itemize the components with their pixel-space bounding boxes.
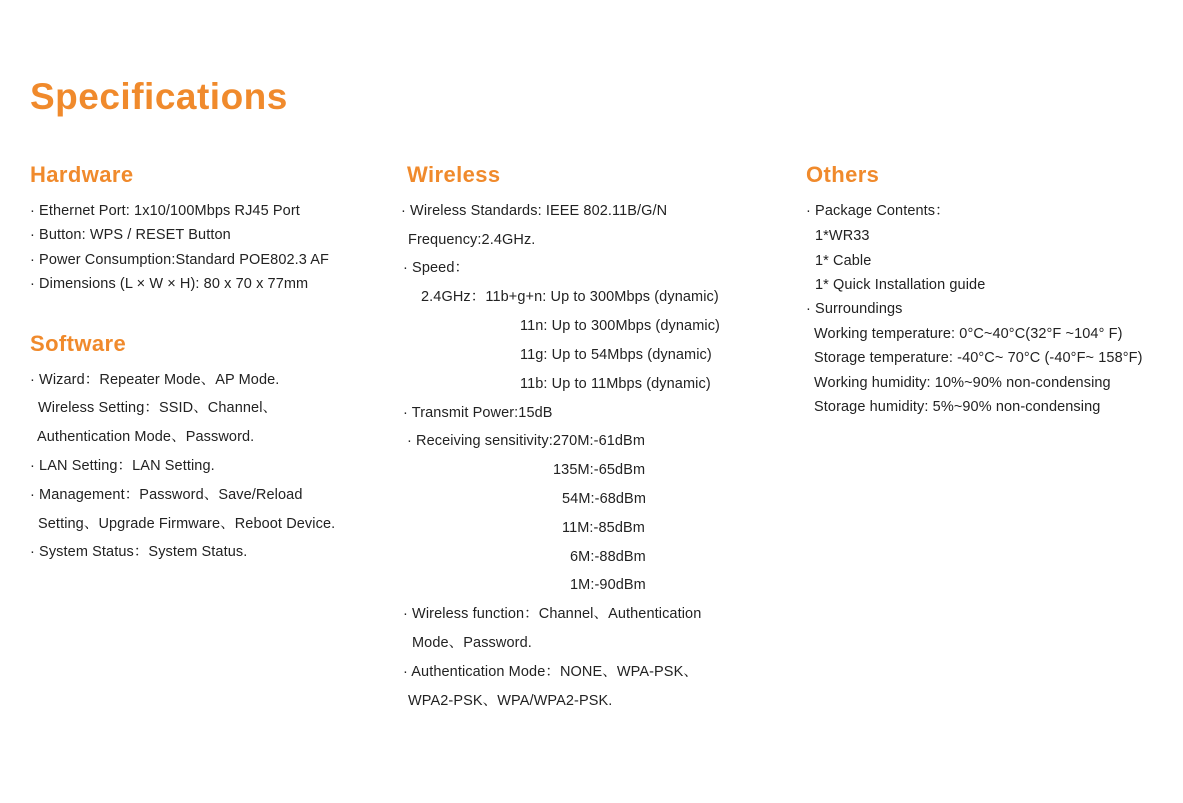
wireless-line: · Speed： <box>403 260 470 276</box>
software-line: · LAN Setting：LAN Setting. <box>30 458 215 474</box>
wireless-line: 11n: Up to 300Mbps (dynamic) <box>520 318 720 334</box>
wireless-line: · Transmit Power:15dB <box>403 405 553 421</box>
others-line: Working temperature: 0°C~40°C(32°F ~104° F) <box>814 326 1123 342</box>
software-heading: Software <box>30 331 127 356</box>
wireless-line: · Authentication Mode：NONE、WPA-PSK、 <box>403 664 698 680</box>
wireless-line: 11b: Up to 11Mbps (dynamic) <box>520 376 711 392</box>
hardware-line: · Button: WPS / RESET Button <box>30 227 231 243</box>
others-line: 1* Quick Installation guide <box>815 277 986 293</box>
wireless-line: 11g: Up to 54Mbps (dynamic) <box>520 347 712 363</box>
software-line: · System Status：System Status. <box>30 544 248 560</box>
hardware-line: · Ethernet Port: 1x10/100Mbps RJ45 Port <box>30 203 300 219</box>
wireless-line: · Wireless Standards: IEEE 802.11B/G/N <box>401 203 668 219</box>
others-line: Storage temperature: -40°C~ 70°C (-40°F~ 158°F) <box>814 350 1143 366</box>
software-line: · Wizard：Repeater Mode、AP Mode. <box>30 372 280 388</box>
wireless-line: 1M:-90dBm <box>570 577 646 593</box>
wireless-line: Mode、Password. <box>412 635 532 651</box>
wireless-line: 2.4GHz：11b+g+n: Up to 300Mbps (dynamic) <box>421 289 719 305</box>
others-heading: Others <box>806 162 880 187</box>
others-line: Storage humidity: 5%~90% non-condensing <box>814 399 1101 415</box>
others-line: 1* Cable <box>815 253 872 269</box>
wireless-line: 135M:-65dBm <box>553 462 646 478</box>
wireless-line: Frequency:2.4GHz. <box>408 232 536 248</box>
wireless-line: WPA2-PSK、WPA/WPA2-PSK. <box>408 693 613 709</box>
others-line: Working humidity: 10%~90% non-condensing <box>814 375 1111 391</box>
others-line: 1*WR33 <box>815 228 870 244</box>
hardware-heading: Hardware <box>30 162 134 187</box>
others-line: · Package Contents： <box>806 203 950 219</box>
wireless-line: 6M:-88dBm <box>570 549 646 565</box>
software-line: Authentication Mode、Password. <box>37 429 255 445</box>
page-title: Specifications <box>30 76 288 117</box>
hardware-line: · Dimensions (L × W × H): 80 x 70 x 77mm <box>30 276 309 292</box>
software-line: Wireless Setting：SSID、Channel、 <box>38 400 278 416</box>
others-line: · Surroundings <box>806 301 903 317</box>
wireless-line: · Wireless function：Channel、Authentication <box>403 606 702 622</box>
software-line: · Management：Password、Save/Reload <box>30 487 303 503</box>
wireless-line: 11M:-85dBm <box>562 520 645 536</box>
hardware-line: · Power Consumption:Standard POE802.3 AF <box>30 252 329 268</box>
wireless-line: · Receiving sensitivity:270M:-61dBm <box>407 433 646 449</box>
wireless-line: 54M:-68dBm <box>562 491 647 507</box>
software-line: Setting、Upgrade Firmware、Reboot Device. <box>38 516 336 532</box>
wireless-heading: Wireless <box>407 162 501 187</box>
